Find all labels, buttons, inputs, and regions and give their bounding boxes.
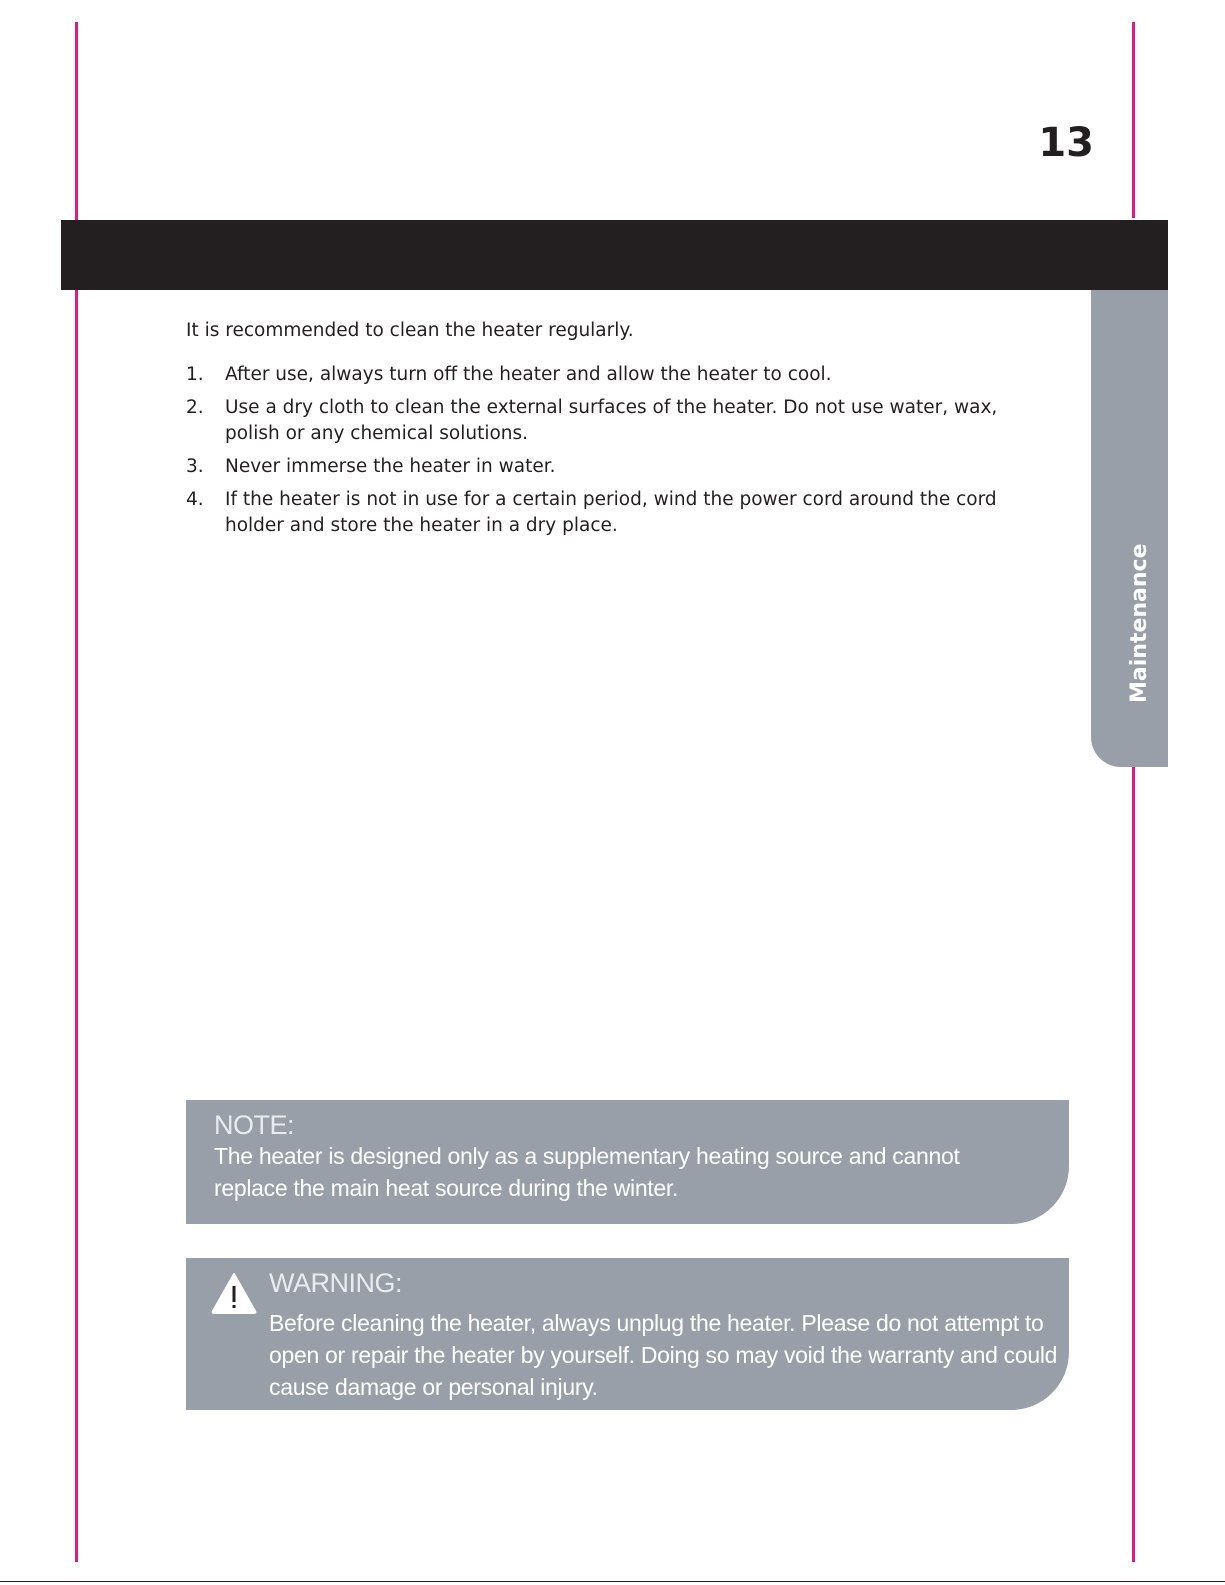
- warning-triangle-icon: [211, 1272, 257, 1314]
- step-item: [186, 487, 1046, 539]
- note-heading: NOTE:: [214, 1110, 295, 1140]
- step-number: 3.: [186, 456, 204, 477]
- warning-heading: WARNING:: [269, 1268, 402, 1298]
- step-number: 1.: [186, 364, 204, 385]
- section-side-tab: [1091, 290, 1168, 767]
- page-number: 13: [1038, 120, 1094, 166]
- step-text: After use, always turn off the heater and allow the heater to cool.: [225, 364, 832, 385]
- step-item: [186, 395, 1046, 447]
- bottom-rule: [0, 1581, 1225, 1582]
- steps-list: [186, 362, 1046, 539]
- note-text: The heater is designed only as a supplementary heating source and cannot replace the main heat source during the winter.: [214, 1143, 960, 1201]
- right-accent-line-top: [1132, 22, 1135, 218]
- section-title-bar: [61, 220, 1168, 290]
- step-text: Use a dry cloth to clean the external surfaces of the heater. Do not use water, wax, polish or any chemical solutions.: [225, 397, 998, 444]
- warning-box: [186, 1258, 1069, 1410]
- warning-text: Before cleaning the heater, always unplug the heater. Please do not attempt to open or repair the heater by yourself. Doing so may void the warranty and could cause damage or personal injury.: [269, 1310, 1058, 1400]
- step-item: [186, 362, 1046, 388]
- step-number: 2.: [186, 397, 204, 418]
- section-tab-label: Maintenance: [1127, 543, 1152, 703]
- intro-text: It is recommended to clean the heater regularly.: [186, 320, 634, 341]
- right-accent-line-bottom: [1132, 760, 1135, 1562]
- step-item: [186, 454, 1046, 480]
- step-number: 4.: [186, 489, 204, 510]
- maintenance-content: [186, 318, 1046, 546]
- step-text: If the heater is not in use for a certain period, wind the power cord around the cord holder and store the heater in a dry place.: [225, 489, 997, 536]
- note-box: [186, 1100, 1069, 1224]
- step-text: Never immerse the heater in water.: [225, 456, 556, 477]
